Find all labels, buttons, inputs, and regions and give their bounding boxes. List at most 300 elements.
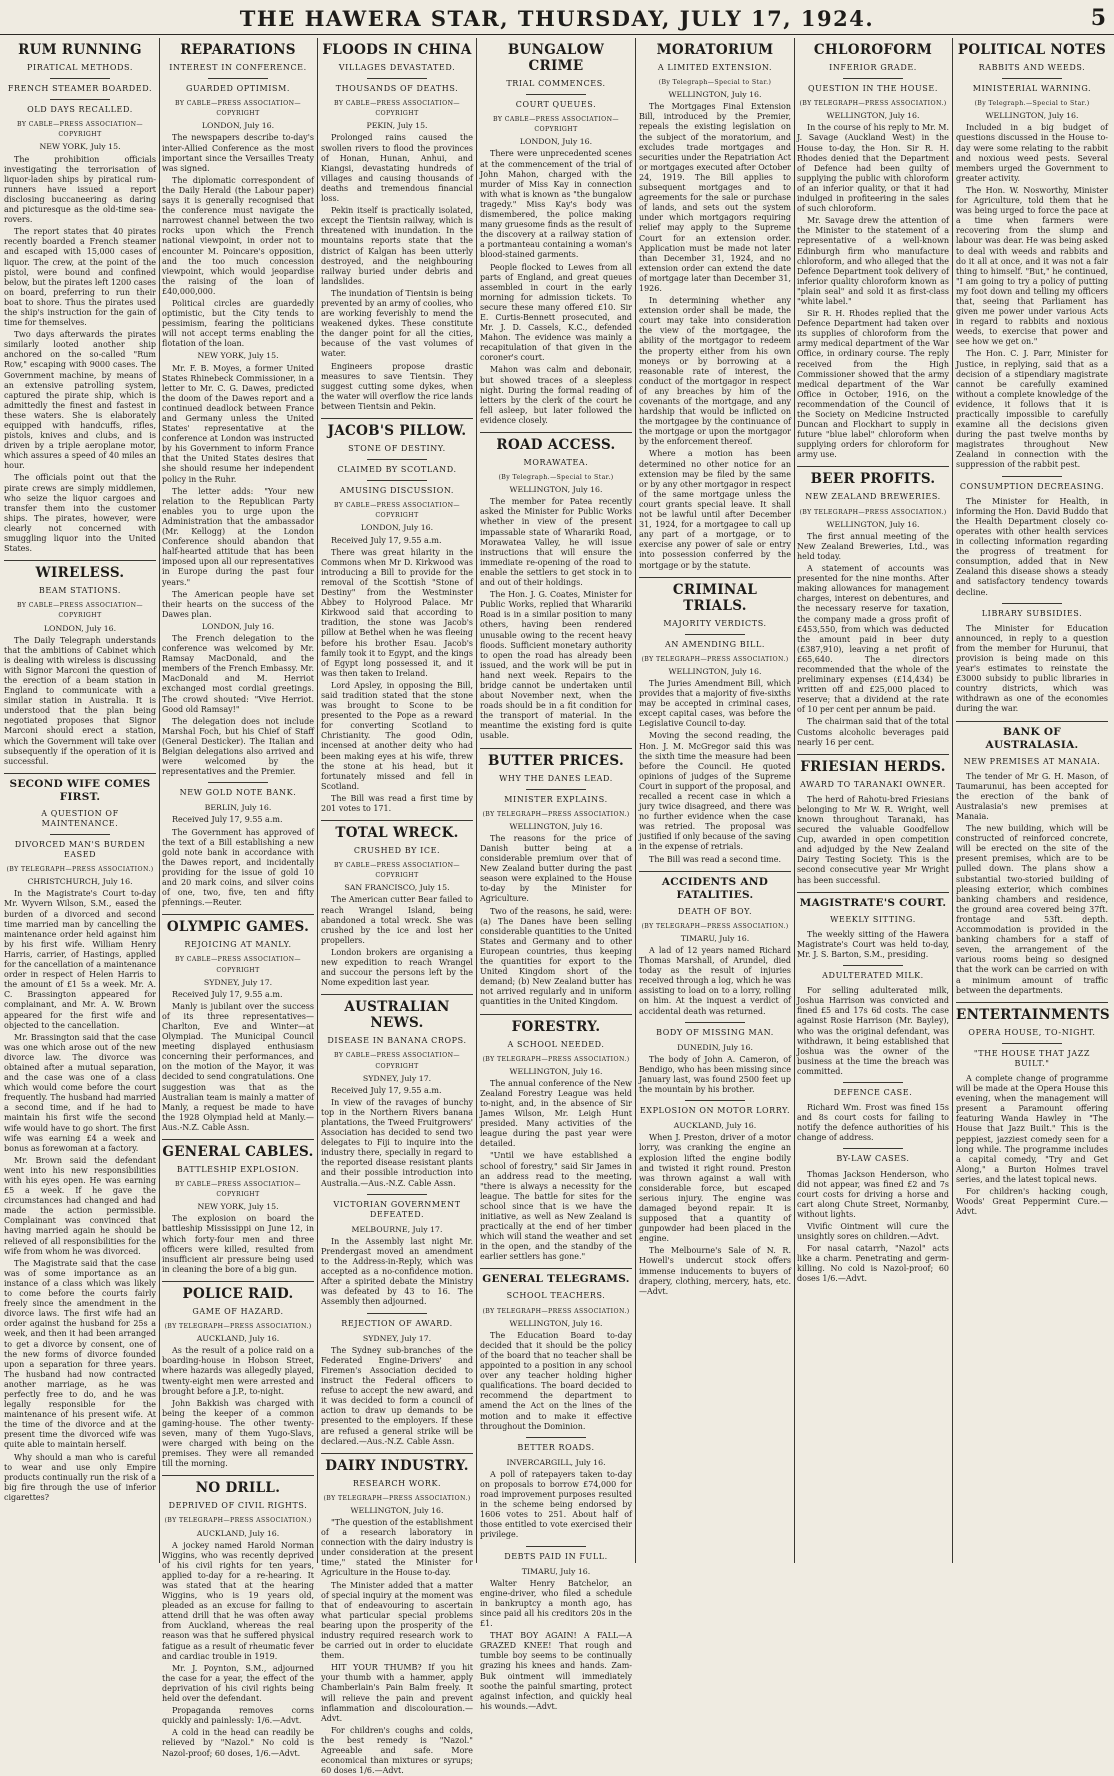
press-credit: BY CABLE—PRESS ASSOCIATION—COPYRIGHT	[334, 502, 460, 520]
article-deck: DEFENCE CASE.	[833, 1087, 913, 1097]
article-body	[480, 1331, 632, 1432]
article-paragraph: A cold in the head can readily be relieved by "Nazol." No cold is Nazol-proof; 60 doses, 1/6.—Advt.	[162, 1728, 314, 1758]
article-paragraph: The officials point out that the pirate crews are simply middlemen, who seize the liquor cargoes and transfer them into the customer ships. The pirates, however, were clearly not concerned with smuggling liquor into the United States.	[4, 473, 156, 554]
article-deck: REJOICING AT MANLY.	[184, 940, 292, 950]
article-paragraph: Received July 17, 9.55 a.m.	[331, 535, 442, 545]
article-paragraph: HIT YOUR THUMB? If you hit your thumb with a hammer, apply Chamberlain's Pain Balm freely. It will relieve the pain and prevent inflammation and discolouration.—Advt.	[321, 1663, 473, 1723]
article	[4, 560, 156, 767]
article-body	[4, 155, 156, 555]
article-paragraph: The French delegation to the conference was welcomed by Mr. Ramsay MacDonald, and the members of the French Embassy. Mr. MacDonald and M. Herriot exchanged most cordial greetings. The crowd shouted: "Vive Herriot. Good old Ramsay!"	[162, 633, 314, 714]
section-rule	[956, 1002, 1108, 1003]
article-deck: DEATH OF BOY.	[677, 906, 753, 916]
article-deck: BODY OF MISSING MAN.	[656, 1027, 774, 1037]
article-headline: GENERAL TELEGRAMS.	[482, 1273, 630, 1286]
article-body	[956, 772, 1108, 996]
section-rule	[162, 1139, 314, 1140]
article-paragraph: The Magistrate said that the case was of some importance as an instance of a class which was likely to come before the courts fairly freely since the amendment in the divorce laws. The first wife had an order against the husband for 25s a week, and then it had been arranged to get a divorce by consent, one of the new forms of divorce founded upon a separation for three years. The husband had now contracted another marriage, as he was perfectly free to do, and he was legally responsible for the maintenance of his present wife. At the time of the divorce and at the present time the divorced wife was quite able to maintain herself.	[4, 1258, 156, 1450]
article-deck: NEW ZEALAND BREWERIES.	[805, 492, 941, 502]
article-paragraph: The member for Patea recently asked the Minister for Public Works whether in view of the present impassable state of Wharariki Road, Morawatea Valley, he will issue instructions that will ensure the immediate re-opening of the road to enable the settlers to get stock in to and out of their holdings.	[480, 497, 632, 588]
article-deck: TRIAL COMMENCES.	[506, 79, 606, 88]
article-paragraph: Mahon was calm and debonair, but showed traces of a sleepless night. During the formal reading of letters by the clerk of the court he fell asleep, but later followed the evidence closely.	[480, 365, 632, 425]
article-paragraph: "The question of the establishment of a research laboratory in connection with the dairy industry is under consideration at the present time," stated the Minister for Agriculture in the House to-day.	[321, 1517, 473, 1578]
article-paragraph: The Bill was read a first time by 201 votes to 171.	[321, 793, 473, 813]
article-body	[480, 149, 632, 426]
article-dateline: WELLINGTON, July 16.	[668, 90, 762, 100]
article-paragraph: The first annual meeting of the New Zealand Breweries, Ltd., was held today.	[797, 531, 949, 561]
deck-rule	[367, 480, 428, 481]
article-body	[797, 123, 949, 460]
section-rule	[639, 871, 791, 872]
article-headline: ACCIDENTS AND FATALITIES.	[661, 875, 769, 901]
article-body	[321, 1086, 473, 1189]
article-headline: AUSTRALIAN NEWS.	[344, 999, 450, 1032]
deck-rule	[367, 78, 428, 79]
deck-rule	[685, 634, 746, 635]
section-rule	[321, 820, 473, 821]
article-paragraph: Mr. Brassington said that the case was one which arose out of the new divorce law. The divorce was obtained after a mutual separation, and the case was one of a class which would come before the court frequently. The husband had married a second time, and if he had to maintain his first wife the second wife would have to go short. The first wife was earning £4 a week and bonus as forewoman at a factory.	[4, 1032, 156, 1153]
section-rule	[321, 994, 473, 995]
article-body	[480, 1579, 632, 1712]
column-rule	[794, 38, 795, 1563]
article-paragraph: A lad of 12 years named Richard Thomas Marshall, of Arundel, died today as the result of injuries received through a log, which he was assisting to load on to a lorry, rolling on him. At the inquest a verdict of accidental death was returned.	[639, 945, 792, 1016]
article-deck: INFERIOR GRADE.	[829, 63, 917, 72]
article	[797, 1148, 949, 1284]
article	[162, 42, 314, 349]
article-paragraph: London brokers are organising a new expedition to reach Wrangel and succour the persons left by the Nome expedition last year.	[321, 947, 473, 988]
article-dateline: AUCKLAND, July 16.	[673, 1121, 757, 1131]
article	[639, 42, 791, 571]
article-dateline: LONDON, July 16.	[201, 121, 275, 131]
section-rule	[480, 748, 632, 749]
article-dateline: PEKIN, July 15.	[366, 121, 428, 131]
deck-rule	[526, 1437, 587, 1438]
article-deck: QUESTION IN THE HOUSE.	[808, 84, 938, 94]
article-paragraph: The weekly sitting of the Hawera Magistrate's Court was held to-day, Mr. J. S. Barton, S.M., presiding.	[797, 929, 949, 959]
article-body	[321, 133, 473, 412]
deck-rule	[367, 1194, 428, 1195]
article	[480, 432, 632, 742]
article-paragraph: Propaganda removes corns quickly and painlessly: 1/6.—Advt.	[162, 1706, 314, 1726]
article-paragraph: A statement of accounts was presented for the nine months. After making allowances for management charges, interest on debentures, and the necessary reserve for taxation, the company made a gross profit of £453,550, from which was deducted the amount paid in beer duty (£387,910), leaving a net profit of £65,640. The directors recommended that the whole of the preliminary expenses (£14,434) be written off and £25,000 placed to reserve; that a dividend at the rate of 10 per cent per annum be paid.	[797, 564, 949, 715]
column-rule	[476, 38, 477, 1563]
page-number: 5	[1090, 5, 1106, 31]
article-deck: AN AMENDING BILL.	[664, 639, 766, 649]
article-paragraph: Received July 17, 9.55 a.m.	[172, 815, 283, 825]
section-rule	[480, 432, 632, 433]
article-deck: WEEKLY SITTING.	[830, 914, 916, 924]
article-deck: OLD DAYS RECALLED.	[27, 105, 133, 115]
article-paragraph: Mr. Savage drew the attention of the Minister to the statement of a representative of a well-known Edinburgh firm who manufacture chloroform, and who alleged that the Defence Department took delivery of inferior quality chloroform known as "plain seal" and sold it as first-class "white label."	[797, 216, 949, 306]
article-paragraph: The Daily Telegraph understands that the ambitions of Cabinet which is dealing with wireless is discussing with Signor Marconi the question of the erection of a beam station in England to communicate with a similar station in Australia. It is understood that the plan being negotiated proposes that Signor Marconi should erect a station, which the Government will take over subsequently if the operation of it is successful.	[4, 635, 156, 766]
deck-rule	[1002, 78, 1063, 79]
press-credit: BY CABLE—PRESS ASSOCIATION—COPYRIGHT	[175, 100, 301, 118]
article-dateline: SYDNEY, July 17.	[203, 977, 273, 987]
deck-rule	[367, 459, 428, 460]
article-body	[321, 1237, 473, 1308]
press-credit: BY CABLE—PRESS ASSOCIATION—COPYRIGHT	[17, 121, 143, 139]
article-body	[956, 624, 1108, 715]
article	[956, 476, 1108, 598]
article-deck: NEW PREMISES AT MANAIA.	[963, 756, 1101, 766]
article-paragraph: Why should a man who is careful to wear and use only Empire products continually run the risk of a big fire through the use of inferior cigarettes?	[4, 1452, 156, 1502]
article-paragraph: The inundation of Tientsin is being prevented by an army of coolies, who are working feverishly to mend the weakened dykes. These constitute the danger point for all the cities, because of the vast volumes of water.	[321, 288, 473, 359]
article-paragraph: The Minister added that a matter of special inquiry at the moment was that of endeavouring to ascertain what particular special problems bearing upon the prosperity of the industry required research work to be carried out in order to elucidate them.	[321, 1580, 473, 1661]
article-body	[162, 133, 314, 349]
press-credit: (By Telegraph—Special to Star.)	[658, 79, 772, 87]
column-rule	[159, 38, 160, 1563]
press-credit: BY CABLE—PRESS ASSOCIATION—COPYRIGHT	[334, 862, 460, 880]
article	[480, 748, 632, 1008]
article-deck: REJECTION OF AWARD.	[341, 1318, 453, 1328]
article-dateline: MELBOURNE, July 17.	[351, 1224, 443, 1234]
article-deck: A SCHOOL NEEDED.	[507, 1039, 605, 1049]
article-deck: DISEASE IN BANANA CROPS.	[327, 1036, 467, 1046]
article-body	[639, 102, 791, 570]
article-paragraph: The American people have set their hearts on the success of the Dawes plan.	[162, 589, 314, 619]
article-paragraph: As the result of a police raid on a boarding-house in Hobson Street, where hazards was allegedly played, twenty-eight men were arrested and brought before a J.P., to-night.	[162, 1346, 314, 1396]
article-paragraph: Richard Wm. Frost was fined 15s and 8s court costs for failing to notify the defence authorities of his change of address.	[797, 1103, 949, 1143]
article-headline: FORESTRY.	[511, 1018, 601, 1035]
article-paragraph: Manly is jubilant over the success of its three representatives—Charlton, Eve and Winter—at Olympiad. The Municipal Council meeting displayed enthusiasm concerning their performances, and on the motion of the Mayor, it was decided to send congratulations. One suggestion was that as the Australian team is mainly a matter of Manly, a request be made to have the 1928 Olympiad held at Manly.—Aus.-N.Z. Cable Assn.	[162, 1001, 314, 1132]
article-deck: NEW GOLD NOTE BANK.	[179, 788, 297, 798]
article-deck: BY-LAW CASES.	[836, 1154, 910, 1164]
article-deck: MINISTER EXPLAINS.	[504, 794, 608, 804]
article-paragraph: Pekin itself is practically isolated, except the Tientsin railway, which is threatened with inundation. In the mountains reports state that the district of Kalgan has been utterly destroyed, and the neighbouring railway buried under debris and landslides.	[321, 206, 473, 286]
article-paragraph: THAT BOY AGAIN! A FALL—A GRAZED KNEE! That rough and tumble boy seems to be continually grazing his knees and hands. Zam-Buk ointment will immediately soothe the painful smarting, protect against infection, and quickly heal his wounds.—Advt.	[480, 1631, 632, 1711]
article-dateline: LONDON, July 16.	[519, 137, 593, 147]
article-body	[321, 536, 473, 815]
article-deck: OPERA HOUSE, TO-NIGHT.	[968, 1027, 1096, 1037]
article-dateline: SYDNEY, July 17.	[362, 1073, 432, 1083]
article-body	[162, 990, 314, 1133]
article-dateline: NEW YORK, July 15.	[39, 142, 121, 152]
article	[956, 1002, 1108, 1218]
article	[162, 351, 314, 619]
article-dateline: INVERCARGILL, July 16.	[506, 1457, 606, 1467]
section-rule	[480, 1268, 632, 1269]
column-rule	[317, 38, 318, 1563]
article-body	[956, 123, 1108, 470]
column-6	[797, 38, 949, 1563]
section-rule	[956, 721, 1108, 722]
deck-rule	[208, 78, 269, 79]
article-body	[639, 946, 791, 1017]
article-body	[956, 497, 1108, 598]
article-headline: ROAD ACCESS.	[496, 437, 616, 453]
article-paragraph: Mr. F. B. Moyes, a former United States Rhinebeck Commissioner, in a letter to Mr. C. G. Dawes, predicted the doom of the Dawes report and a continued deadlock between France and Germany unless the United States' representative at the conference at London was instructed by his Government to inform France that the United States desires that she should resume her independent policy in the Ruhr.	[162, 363, 314, 484]
article-paragraph: The annual conference of the New Zealand Forestry League was held to-night, and, in the absence of Sir James Wilson, Mr. Leigh Hunt presided. Many activities of the league during the past year were detailed.	[480, 1078, 632, 1149]
section-rule	[162, 1475, 314, 1476]
article-deck: EXPLOSION ON MOTOR LORRY.	[639, 1106, 791, 1116]
article-deck: BETTER ROADS.	[517, 1442, 595, 1452]
article	[639, 1100, 791, 1297]
article-deck: DIVORCED MAN'S BURDEN EASED	[14, 840, 146, 860]
article	[480, 1268, 632, 1431]
article-paragraph: Received July 17, 9.55 a.m.	[172, 989, 283, 999]
article-paragraph: There was great hilarity in the Commons when Mr D. Kirkwood was introducing a Bill to provide for the removal of the Scottish "Stone of Destiny" from the Westminster Abbey to Holyrood Palace. Mr Kirkwood said that according to tradition, the stone was Jacob's pillow at Bethel when he was fleeing before his brother Esau. Jacob's family took it to Egypt, and the kings of Egypt long possessed it, and it was then taken to Ireland.	[321, 547, 473, 678]
section-rule	[480, 1014, 632, 1015]
article-dateline: WELLINGTON, July 16.	[985, 111, 1079, 121]
article-paragraph: Thomas Jackson Henderson, who did not appear, was fined £2 and 7s court costs for driving a horse and cart along Chute Street, Normanby, without lights.	[797, 1169, 949, 1219]
article-dateline: SAN FRANCISCO, July 15.	[344, 883, 450, 893]
article-body	[162, 1214, 314, 1275]
article-headline: NO DRILL.	[195, 1480, 281, 1497]
article-deck: MORAWATEA.	[523, 458, 589, 467]
article-dateline: WELLINGTON, July 16.	[509, 1066, 603, 1076]
article-deck: PIRATICAL METHODS.	[26, 63, 133, 72]
article-paragraph: The Minister for Education announced, in reply to a question from the member for Hurunui, that provision is being made on this year's estimates to reinstate the £3000 subsidy to public libraries in country districts, which was withdrawn as one of the economies during the war.	[956, 623, 1108, 714]
article	[797, 754, 949, 886]
article-paragraph: A poll of ratepayers taken to-day on proposals to borrow £74,000 for road improvement purposes resulted in the scheme being endorsed by 1606 votes to 251. About half of those entitled to vote exercised their privilege.	[480, 1469, 632, 1540]
article-deck: CONSUMPTION DECREASING.	[959, 481, 1105, 491]
press-credit: (BY TELEGRAPH—PRESS ASSOCIATION.)	[482, 810, 630, 818]
article-deck: AWARD TO TARANAKI OWNER.	[800, 779, 946, 789]
article-deck: STONE OF DESTINY.	[348, 444, 446, 453]
article-paragraph: There were unprecedented scenes at the commencement of the trial of John Mahon, charged with the murder of Miss Kay in connection with what is known as "the bungalow tragedy." Miss Kay's body was dismembered, the police making many gruesome finds as the result of the discovery at a railway station of a portmanteau containing a woman's blood-stained garments.	[480, 149, 632, 260]
article-paragraph: People flocked to Lewes from all parts of England, and great queues assembled in court in the early morning for admission tickets. To secure these many offered £10. Sir E. Curtis-Bennett prosecuted, and Mr. J. D. Cassels, K.C., defended Mahon. The evidence was mainly a recapitulation of that given in the coroner's court.	[480, 262, 632, 363]
article	[956, 721, 1108, 996]
deck-rule	[367, 1313, 428, 1314]
article-paragraph: Where a motion has been determined no other notice for an extension may be filed by the same or by any other mortgagor in respect of the same mortgage unless the court grants special leave. It shall not be lawful until after December 31, 1924, for a mortgagee to call up any part of a mortgage, or to exercise any power of sale or entry into possession conferred by the mortgage or by the statute.	[639, 449, 791, 570]
article-dateline: WELLINGTON, July 16.	[826, 519, 920, 529]
press-credit: (BY TELEGRAPH—PRESS ASSOCIATION.)	[164, 1517, 312, 1525]
article-headline: TOTAL WRECK.	[335, 825, 459, 842]
article-body	[797, 1170, 949, 1285]
article-deck: INTEREST IN CONFERENCE.	[169, 63, 307, 72]
article-headline: BUTTER PRICES.	[488, 752, 624, 769]
article	[321, 994, 473, 1188]
article	[321, 1313, 473, 1447]
article-body	[4, 889, 156, 1503]
article-body	[162, 634, 314, 777]
article	[321, 42, 473, 412]
article-paragraph: The Education Board to-day decided that it should be the policy of the board that no teacher shall be appointed to a position in any school over any teacher holding higher qualifications. The board decided to recommend the department to amend the Act on the lines of the motion and to make it effective throughout the Dominion.	[480, 1330, 632, 1431]
article-dateline: NEW YORK, July 15.	[197, 1202, 279, 1212]
article-deck: VILLAGES DEVASTATED.	[338, 63, 456, 72]
article-deck: CRUSHED BY ICE.	[353, 846, 441, 856]
article-body	[480, 834, 632, 1008]
article	[956, 603, 1108, 715]
press-credit: (BY TELEGRAPH—PRESS ASSOCIATION.)	[164, 1323, 312, 1331]
article-body	[797, 930, 949, 960]
article-paragraph: For children's coughs and colds, the best remedy is "Nazol." Agreeable and safe. More economical than mixtures or syrups; 60 doses 1/6.—Advt.	[321, 1725, 473, 1776]
column-4	[480, 38, 632, 1711]
press-credit: (BY TELEGRAPH—PRESS ASSOCIATION.)	[323, 1494, 471, 1502]
deck-rule	[526, 94, 587, 95]
article-deck: A LIMITED EXTENSION.	[657, 63, 773, 72]
deck-rule	[50, 78, 111, 79]
article-deck: DEBTS PAID IN FULL.	[504, 1551, 608, 1561]
article-headline: BUNGALOW CRIME	[507, 42, 605, 74]
article-paragraph: For nasal catarrh, "Nazol" acts like a charm. Penetrating and germ-killing. No cold is Nazol-proof; 60 doses 1/6.—Advt.	[797, 1244, 949, 1284]
article-deck: MAJORITY VERDICTS.	[663, 618, 767, 628]
article-dateline: CHRISTCHURCH, July 16.	[27, 877, 133, 887]
article-deck: WHY THE DANES LEAD.	[499, 773, 613, 783]
article-deck: "THE HOUSE THAT JAZZ BUILT."	[973, 1048, 1091, 1068]
article-deck: DEPRIVED OF CIVIL RIGHTS.	[168, 1501, 308, 1511]
article-headline: DAIRY INDUSTRY.	[325, 1457, 469, 1474]
article	[162, 1281, 314, 1469]
article-paragraph: Vivific Ointment will cure the unsightly sores on children.—Advt.	[797, 1222, 949, 1242]
article-body	[4, 636, 156, 767]
deck-rule	[1002, 476, 1063, 477]
article-dateline: BERLIN, July 16.	[204, 803, 272, 813]
newspaper-title: THE HAWERA STAR, THURSDAY, JULY 17, 1924.	[239, 6, 875, 31]
article-dateline: DUNEDIN, July 16.	[677, 1042, 753, 1052]
press-credit: BY CABLE—PRESS ASSOCIATION—COPYRIGHT	[175, 956, 301, 974]
article-headline: BEER PROFITS.	[810, 471, 936, 488]
deck-rule	[50, 99, 111, 100]
article-paragraph: The Mortgages Final Extension Bill, introduced by the Premier, repeals the existing legislation on the subject of the moratorium, and excludes trade mortgages and securities under the Repatriation Act or mortgages executed after October 24, 1919. The Bill applies to subsequent mortgages and to agreements for the sale or purchase of lands, and sets out the system under which mortgagors requiring relief may apply to the Supreme Court for an extension order. Application must be made not later than December 31, 1924, and no extension order can extend the date of mortgage later than December 31, 1926.	[639, 102, 791, 293]
article-paragraph: When J. Preston, driver of a motor lorry, was cranking the engine an explosion lifted the engine bodily and twisted it right round. Preston was thrown against a wall with considerable force, but escaped serious injury. The engine was damaged beyond repair. It is supposed that a quantity of gunpowder had been placed in the engine.	[639, 1133, 791, 1244]
deck-rule	[685, 1022, 746, 1023]
article-paragraph: Engineers propose drastic measures to save Tientsin. They suggest cutting some dykes, when the water will overflow the rice lands between Tientsin and Pekin.	[321, 361, 473, 411]
section-rule	[321, 418, 473, 419]
article-headline: ENTERTAINMENTS	[956, 1006, 1110, 1023]
article-body	[797, 795, 949, 886]
article-body	[480, 1470, 632, 1541]
press-credit: (BY TELEGRAPH—PRESS ASSOCIATION.)	[799, 100, 947, 108]
article-paragraph: "Until we have established a school of forestry," said Sir James in an address read to the meeting, "there is always a necessity for the league. The battle for sites for the school since that is we have the initiative, as well as New Zealand is practically at the end of her timber which will stand the weather and set in the open, and the standby of the earlier settlers has gone."	[480, 1151, 632, 1262]
article-dateline: NEW YORK, July 15.	[197, 351, 279, 361]
article-deck: GAME OF HAZARD.	[192, 1306, 284, 1316]
press-credit: BY CABLE—PRESS ASSOCIATION—COPYRIGHT	[175, 1181, 301, 1199]
article-deck: VICTORIAN GOVERNMENT DEFEATED.	[333, 1199, 461, 1219]
column-2	[162, 38, 314, 1758]
column-rule	[952, 38, 953, 1563]
article-deck: GUARDED OPTIMISM.	[185, 84, 291, 94]
article-headline: BANK OF AUSTRALASIA.	[985, 725, 1079, 751]
article-paragraph: Two of the reasons, he said, were: (a) The Danes have been selling considerable quantities to the United States and Germany and to other European countries, thus keeping the quantities for export to the United Kingdom short of the demand; (b) New Zealand butter has not arrived regularly and in uniform quantities in the United Kingdom.	[480, 906, 632, 1007]
section-rule	[4, 560, 156, 561]
article-body	[639, 1055, 791, 1095]
article-deck: CLAIMED BY SCOTLAND.	[337, 465, 457, 475]
deck-rule	[843, 1148, 904, 1149]
section-rule	[162, 914, 314, 915]
press-credit: (BY TELEGRAPH—PRESS ASSOCIATION.)	[6, 866, 154, 874]
article	[639, 871, 791, 1017]
section-rule	[4, 773, 156, 774]
article-paragraph: The delegation does not include Marshal Foch, but his Chief of Staff (General Desticker). The Italian and Belgian delegations also arrived and were welcomed by the representatives and the Premier.	[162, 716, 314, 777]
article-body	[480, 1079, 632, 1263]
article	[4, 42, 156, 554]
article-deck: RESEARCH WORK.	[352, 1478, 442, 1488]
press-credit: (BY TELEGRAPH—PRESS ASSOCIATION.)	[641, 655, 789, 663]
section-rule	[321, 1453, 473, 1454]
article-body	[162, 1346, 314, 1469]
article-paragraph: The Minister for Health, in informing the Hon. David Buddo that the Health Department closely co-operates with other health services in collecting information regarding the progress of treatment for consumption, added that in New Zealand this disease shows a steady and satisfactory tendency towards decline.	[956, 496, 1108, 597]
article-body	[639, 1133, 791, 1297]
article-paragraph: A jockey named Harold Norman Wiggins, who was recently deprived of his civil rights for ten years, applied to-day for a re-hearing. It was stated that at the hearing Wiggins, who is 19 years old, pleaded as an excuse for failing to attend drill that he was often away from Auckland, whereas the real reason was that he suffered physical fatigue as a result of rheumatic fever and cardiac trouble in 1919.	[162, 1540, 314, 1661]
press-credit: (BY TELEGRAPH—PRESS ASSOCIATION.)	[641, 922, 789, 930]
article-paragraph: The Hon. J. G. Coates, Minister for Public Works, replied that Wharariki Road is in a similar position to many others, having been rendered unusable owing to the recent heavy floods. Sufficient monetary authority to open the road has already been issued, and the work will be put in hand next week. Repairs to the bridge cannot be undertaken until about November next, when the roads should be in a fit condition for the transport of material. In the meantime the existing ford is quite usable.	[480, 590, 632, 741]
article-paragraph: John Bakkish was charged with being the keeper of a common gaming-house. The other twenty-seven, many of them Yugo-Slavs, were charged with being on the premises. They were all remanded till the morning.	[162, 1398, 314, 1469]
article-paragraph: The diplomatic correspondent of the Daily Herald (the Labour paper) says it is generally recognised that the conference must navigate the narrowest channel between the two rocks upon which the French national viewpoint, in order not to encounter M. Poincare's opposition, and the too much concession viewpoint, which would jeopardise the raising of the loan of £40,000,000.	[162, 175, 314, 296]
article	[321, 820, 473, 988]
article-paragraph: The herd of Rahotu-bred Friesians belonging to Mr W. R. Wright, well known throughout Taranaki, has secured the valuable Goodfellow Cup, awarded in open competition and adjudged by the New Zealand Dairy Testing Society. This is the second consecutive year Mr Wright has been successful.	[797, 794, 949, 885]
article-paragraph: Mr. Brown said the defendant went into his new responsibilities with his eyes open. He was earning £5 a week. If he gave the circumstances had changed and had made the action permissible. Complainant was convinced that having married again he should be relieved of all responsibilities for the wife from whom he was divorced.	[4, 1155, 156, 1256]
article-dateline: TIMARU, July 16.	[521, 1566, 591, 1576]
article-body	[797, 1103, 949, 1143]
section-rule	[639, 577, 791, 578]
article-paragraph: Political circles are guardedly optimistic, but the City tends to pessimism, fearing the politicians will not accept terms enabling the flotation of the loan.	[162, 298, 314, 349]
article-paragraph: The Hon. C. J. Parr, Minister for Justice, in replying, said that as a decision of a stipendiary magistrate cannot be carefully examined without a complete knowledge of the evidence, it follows that it is practically impossible to carefully examine all the decisions given during the past twelve months by magistrates throughout New Zealand in connection with the suppression of the rabbit pest.	[956, 349, 1108, 470]
article-deck: BATTLESHIP EXPLOSION.	[176, 1165, 300, 1174]
article-body	[321, 895, 473, 988]
article-paragraph: The report states that 40 pirates recently boarded a French steamer and escaped with 15,000 cases of liquor. The crew, at the point of the pistol, were bound and confined below, but the pirates left 1200 cases on board, preferring to run their boat to shore. Thus the pirates used the ship's instruction for the gain of time for themselves.	[4, 227, 156, 328]
column-1	[4, 38, 156, 1563]
article-paragraph: In the Magistrate's Court to-day Mr. Wyvern Wilson, S.M., eased the burden of a divorced and second time married man by cancelling the maintenance order held against him by his first wife. William Henry Harris, carrier, of Hastings, applied for the cancellation of a maintenance order in respect of Helen Harris to the amount of £1 5s a week. Mr. A. C. Brassington appeared for complainant, and Mr. A. W. Brown appeared for the first wife and objected to the cancellation.	[4, 889, 156, 1030]
article-paragraph: The body of John A. Cameron, of Bendigo, who has been missing since January last, was found 2500 feet up the mountain by his brother.	[639, 1054, 791, 1095]
press-credit: (BY TELEGRAPH—PRESS ASSOCIATION.)	[482, 1307, 630, 1315]
article	[956, 42, 1108, 471]
article	[480, 1437, 632, 1541]
article-deck: COURT QUEUES.	[515, 100, 597, 110]
article	[639, 1022, 791, 1096]
article-body	[321, 1346, 473, 1447]
deck-rule	[50, 834, 111, 835]
column-5	[639, 38, 791, 1563]
article-body	[162, 815, 314, 908]
article-dateline: AUCKLAND, July 16.	[196, 1334, 280, 1344]
article-paragraph: The explosion on board the battleship Mississippi on June 12, in which forty-four men and three officers were killed, resulted from insufficient air pressure being used in cleaning the bore of a big gun.	[162, 1214, 314, 1274]
article-paragraph: Sir R. H. Rhodes replied that the Defence Department had taken over its supplies of chloroform from the army medical department of the War Office, in ordinary course. The reply received from the High Commissioner showed that the army medical department of the War Office in October, 1916, on the recommendation of the Council of the Society on Medicine Instructed Duncan and Flockhart to supply in future "blue label" chloroform when supplying orders for chloroform for army use.	[797, 309, 949, 460]
article-deck: FRENCH STEAMER BOARDED.	[7, 84, 153, 94]
article-body	[480, 497, 632, 741]
article-paragraph: Mr. J. Poynton, S.M., adjourned the case for a year, the effect of the deprivation of his civil rights being held over the defendant.	[162, 1663, 314, 1704]
article-headline: SECOND WIFE COMES FIRST.	[9, 777, 151, 803]
deck-rule	[1002, 603, 1063, 604]
article-paragraph: In the course of his reply to Mr. M. J. Savage (Auckland West) in the House to-day, the Hon. Sir R. H. Rhodes denied that the Department of Defence had been guilty of supplying the public with chloroform of an inferior quality, or that it had indulged in profiteering in the sales of such chloroform.	[797, 123, 949, 214]
deck-rule	[843, 965, 904, 966]
article-deck: AMUSING DISCUSSION.	[339, 486, 455, 496]
section-rule	[797, 466, 949, 467]
article-headline: MORATORIUM	[656, 42, 774, 58]
article-body	[162, 364, 314, 620]
deck-rule	[843, 78, 904, 79]
article	[797, 466, 949, 747]
article-dateline: TIMARU, July 16.	[680, 933, 750, 943]
article-paragraph: A complete change of programme will be made at the Opera House this evening, when the management will present a Paramount offering featuring Wanda Hawley in "The House that Jazz Built." This is the peppiest, jazziest comedy seen for a long while. The programme includes a capital comedy, "Try and Get Along," a Burton Holmes travel series, and the latest topical news.	[956, 1073, 1108, 1184]
press-credit: (By Telegraph.—Special to Star.)	[498, 474, 614, 482]
article-dateline: WELLINGTON, July 16.	[509, 821, 603, 831]
article	[4, 773, 156, 1503]
article-paragraph: The Hon. W. Nosworthy, Minister for Agriculture, told them that he was being urged to force the pace at a time when farmers were recovering from the slump and labour was dear. He was being asked to deal with weeds and rabbits and do it all at once, and it was not a fair thing to himself. "But," he continued, "I am going to try a policy of putting my foot down and telling my officers that, seeing that Parliament has given me power under various Acts in regard to rabbits and noxious weeds, to exercise that power and see how we get on."	[956, 185, 1108, 347]
article-body	[956, 1074, 1108, 1217]
column-7	[956, 38, 1108, 1563]
press-credit: BY CABLE—PRESS ASSOCIATION—COPYRIGHT	[334, 100, 460, 118]
deck-rule	[1002, 1043, 1063, 1044]
article-headline: FRIESIAN HERDS.	[800, 758, 946, 775]
press-credit: BY CABLE—PRESS ASSOCIATION—COPYRIGHT	[334, 1052, 460, 1070]
article-paragraph: The reasons for the price of Danish butter being at a considerable premium over that of New Zealand butter during the past season were explained to the House to-day by the Minister for Agriculture.	[480, 833, 632, 904]
article-paragraph: In view of the ravages of bunchy top in the Northern Rivers banana plantations, the Tweed Fruitgrowers' Association has decided to send two delegates to Fiji to inquire into the industry there, specially in regard to the reported disease resistant plants and their possible introduction into Australia.—Aus.-N.Z. Cable Assn.	[321, 1097, 473, 1188]
deck-rule	[526, 1546, 587, 1547]
article-deck: BEAM STATIONS.	[38, 586, 122, 596]
article-headline: MAGISTRATE'S COURT.	[799, 896, 947, 909]
article-body	[797, 986, 949, 1077]
article-body	[797, 532, 949, 748]
article-deck: A QUESTION OF MAINTENANCE.	[41, 808, 119, 828]
article-body	[321, 1518, 473, 1776]
article-dateline: WELLINGTON, July 16.	[668, 666, 762, 676]
deck-rule	[843, 1082, 904, 1083]
article-paragraph: Lord Apsley, in opposing the Bill, said tradition stated that the stone was brought to Scone to be presented to the Pope as a reward for converting Scotland to Christianity. The good Odin, incensed at another deity who had been making eyes at his wife, threw the stone at his head, but it fortunately missed and fell in Scotland.	[321, 680, 473, 791]
article-paragraph: Moving the second reading, the Hon. J. M. McGregor said this was the sixth time the measure had been before the Council. He quoted opinions of judges of the Supreme Court in support of the proposal, and recalled a recent case in which a jury twice disagreed, and there was no further evidence when the case was retried. The proposal was justified if only because of the saving in the expense of retrials.	[639, 731, 791, 852]
article-headline: REPARATIONS	[180, 42, 296, 58]
article	[639, 577, 791, 865]
article-dateline: SYDNEY, July 17.	[362, 1333, 432, 1343]
